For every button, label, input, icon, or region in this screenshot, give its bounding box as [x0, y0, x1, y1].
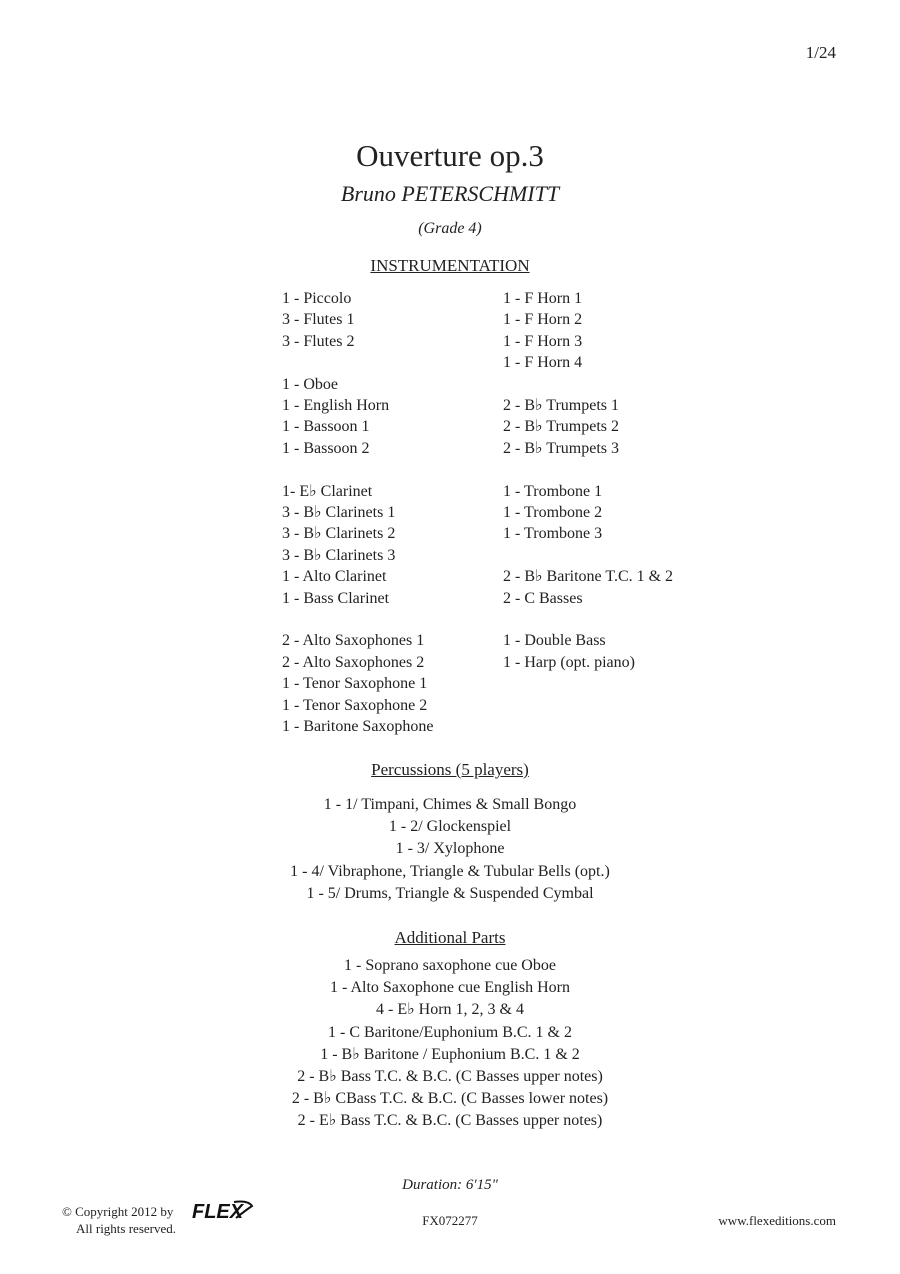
- spacer: [282, 609, 434, 630]
- composer-name: Bruno PETERSCHMITT: [340, 181, 560, 206]
- catalog-number: FX072277: [422, 1213, 478, 1228]
- additional-part-item: 1 - B♭ Baritone / Euphonium B.C. 1 & 2: [320, 1045, 580, 1063]
- instrument-item: 1 - Piccolo: [282, 290, 352, 307]
- instrument-item: 2 - Alto Saxophones 2: [282, 653, 425, 671]
- instrument-item: 1 - Bass Clarinet: [282, 589, 390, 607]
- percussion-item: 1 - 1/ Timpani, Chimes & Small Bongo: [323, 796, 577, 813]
- instrument-item: 1 - F Horn 1: [503, 290, 583, 307]
- instrument-item: 3 - B♭ Clarinets 2: [282, 525, 396, 543]
- spacer: [282, 459, 434, 480]
- instrument-item: 3 - Flutes 1: [282, 311, 355, 329]
- instrument-item: 1 - F Horn 3: [503, 332, 583, 350]
- spacer: [503, 374, 673, 395]
- percussion-item: 1 - 3/ Xylophone: [395, 840, 505, 858]
- instrument-item: 1 - Alto Clarinet: [282, 568, 387, 586]
- rights-reserved-line: All rights reserved.: [76, 1221, 177, 1236]
- instrument-item: 1 - Harp (opt. piano): [503, 653, 635, 671]
- spacer: [503, 609, 673, 630]
- instrument-item: 1- E♭ Clarinet: [282, 482, 373, 500]
- spacer: [282, 352, 434, 373]
- additional-part-item: 2 - E♭ Bass T.C. & B.C. (C Basses upper notes): [297, 1112, 603, 1130]
- instrument-list-right: [503, 288, 673, 673]
- additional-part-item: 1 - Alto Saxophone cue English Horn: [330, 979, 570, 997]
- website-link[interactable]: www.flexeditions.com: [718, 1213, 836, 1228]
- additional-part-item: 1 - Soprano saxophone cue Oboe: [344, 957, 556, 974]
- spacer: [503, 459, 673, 480]
- instrument-item: 1 - Baritone Saxophone: [282, 718, 434, 736]
- instrumentation-heading: INSTRUMENTATION: [370, 256, 530, 275]
- percussion-item: 1 - 2/ Glockenspiel: [388, 818, 512, 836]
- instrument-item: 1 - F Horn 2: [503, 311, 583, 329]
- instrument-item: 1 - Oboe: [282, 375, 338, 393]
- instrument-item: 3 - Flutes 2: [282, 332, 355, 350]
- spacer: [503, 545, 673, 566]
- instrument-item: 3 - B♭ Clarinets 3: [282, 546, 396, 564]
- instrument-item: 1 - Bassoon 2: [282, 439, 370, 457]
- instrument-item: 1 - Bassoon 1: [282, 418, 370, 436]
- instrument-item: 1 - English Horn: [282, 397, 390, 415]
- logo-text: FLEX: [192, 1201, 244, 1223]
- instrument-item: 3 - B♭ Clarinets 1: [282, 504, 396, 522]
- instrument-item: 2 - B♭ Trumpets 2: [503, 418, 620, 436]
- piece-title: Ouverture op.3: [356, 138, 544, 173]
- additional-part-item: 1 - C Baritone/Euphonium B.C. 1 & 2: [328, 1023, 572, 1041]
- percussion-list: [0, 794, 900, 905]
- additional-part-item: 4 - E♭ Horn 1, 2, 3 & 4: [376, 1001, 524, 1019]
- instrument-item: 1 - Double Bass: [503, 632, 606, 650]
- instrument-item: 1 - Tenor Saxophone 2: [282, 696, 428, 714]
- duration: Duration: 6'15": [402, 1177, 498, 1193]
- instrument-list-left: [282, 288, 434, 737]
- additional-parts-list: [0, 955, 900, 1133]
- percussion-heading: Percussions (5 players): [371, 760, 529, 779]
- instrument-item: 2 - B♭ Baritone T.C. 1 & 2: [503, 568, 674, 586]
- grade-level: (Grade 4): [418, 220, 482, 237]
- instrument-item: 1 - Trombone 2: [503, 504, 603, 522]
- instrument-item: 1 - Tenor Saxophone 1: [282, 675, 428, 693]
- instrument-item: 2 - B♭ Trumpets 1: [503, 397, 620, 415]
- additional-parts-heading: Additional Parts: [394, 928, 506, 947]
- instrument-item: 2 - B♭ Trumpets 3: [503, 439, 620, 457]
- instrument-item: 1 - Trombone 3: [503, 525, 603, 543]
- instrument-item: 1 - F Horn 4: [503, 354, 583, 372]
- instrument-item: 2 - Alto Saxophones 1: [282, 632, 425, 650]
- page-number: 1/24: [805, 43, 836, 62]
- instrument-item: 2 - C Basses: [503, 589, 583, 607]
- instrument-item: 1 - Trombone 1: [503, 482, 603, 500]
- additional-part-item: 2 - B♭ CBass T.C. & B.C. (C Basses lower notes): [291, 1090, 609, 1108]
- copyright-line: © Copyright 2012 by: [62, 1204, 174, 1219]
- percussion-item: 1 - 4/ Vibraphone, Triangle & Tubular Bells (opt.): [290, 862, 610, 880]
- percussion-item: 1 - 5/ Drums, Triangle & Suspended Cymbal: [306, 884, 594, 902]
- additional-part-item: 2 - B♭ Bass T.C. & B.C. (C Basses upper notes): [297, 1068, 603, 1086]
